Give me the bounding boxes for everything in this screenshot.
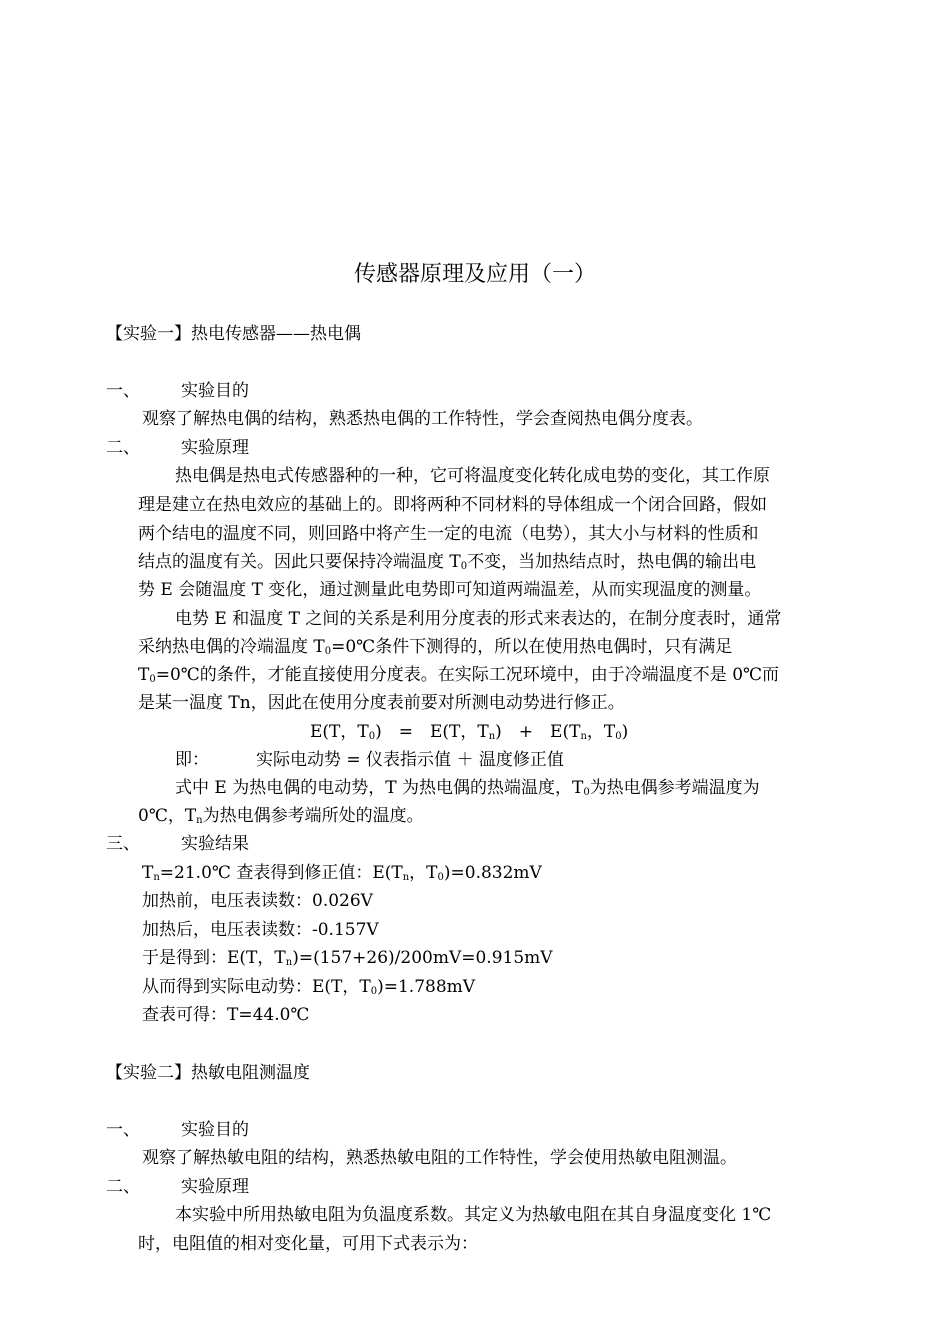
section-number: 一、 bbox=[106, 1120, 140, 1140]
exp1-p1-line5: 势 E 会随温度 T 变化，通过测量此电势即可知道两端温差，从而实现温度的测量。 bbox=[138, 580, 762, 600]
exp1-p1-line2: 理是建立在热电效应的基础上的。即将两种不同材料的导体组成一个闭合回路，假如 bbox=[138, 495, 767, 515]
section-title: 实验原理 bbox=[181, 1177, 249, 1197]
section-title: 实验原理 bbox=[181, 438, 249, 458]
section-title: 实验目的 bbox=[181, 381, 249, 401]
exp2-section1-header bbox=[0, 1116, 950, 1144]
section-number: 二、 bbox=[106, 1177, 140, 1197]
section-number: 二、 bbox=[106, 438, 140, 458]
exp1-p2-line3: $T_0=0℃$的条件，才能直接使用分度表。在实际工况环境中，由于冷端温度不是 0℃而 bbox=[138, 665, 780, 685]
exp1-formula: E(T，$T_0$) = E(T，$T_n$) + $E(T_n$，$T_0$) bbox=[310, 722, 629, 742]
exp1-heading: 【实验一】热电传感器——热电偶 bbox=[106, 324, 361, 344]
exp1-p2-line4: 是某一温度 Tn，因此在使用分度表前要对所测电动势进行修正。 bbox=[138, 693, 625, 713]
section-title: 实验目的 bbox=[181, 1120, 249, 1140]
exp1-purpose: 观察了解热电偶的结构，熟悉热电偶的工作特性，学会查阅热电偶分度表。 bbox=[142, 409, 703, 429]
exp1-ie-text: 实际电动势 = 仪表指示值 ＋ 温度修正值 bbox=[256, 750, 564, 770]
exp2-p1-line2: 时，电阻值的相对变化量，可用下式表示为： bbox=[138, 1234, 478, 1254]
page-title: 传感器原理及应用（一） bbox=[353, 262, 596, 287]
exp1-result-2: 加热前，电压表读数：0.026V bbox=[142, 891, 373, 911]
exp1-result-1: $T_n=21.0℃$ 查表得到修正值：$E(T_n$，$T_0)=0.832mV$ bbox=[142, 863, 542, 883]
exp1-result-6: 查表可得：T=44.0℃ bbox=[142, 1005, 310, 1025]
section-title: 实验结果 bbox=[181, 834, 249, 854]
exp1-p2-line1: 电势 E 和温度 T 之间的关系是利用分度表的形式来表达的，在制分度表时，通常 bbox=[175, 609, 782, 629]
exp2-p1-line1: 本实验中所用热敏电阻为负温度系数。其定义为热敏电阻在其自身温度变化 1℃ bbox=[175, 1205, 772, 1225]
exp1-result-5: 从而得到实际电动势：E(T，$T_0)=1.788mV$ bbox=[142, 977, 476, 997]
exp1-p3-line1: 式中 E 为热电偶的电动势，T 为热电偶的热端温度，$T_0$为热电偶参考端温度为 bbox=[175, 778, 760, 798]
exp1-ie-label: 即： bbox=[175, 750, 209, 770]
exp2-section2-header bbox=[0, 1173, 950, 1201]
exp2-heading: 【实验二】热敏电阻测温度 bbox=[106, 1063, 310, 1083]
exp1-result-4: 于是得到：E(T，$T_n)=(157+26)/200mV=0.915mV$ bbox=[142, 948, 553, 968]
exp2-purpose: 观察了解热敏电阻的结构，熟悉热敏电阻的工作特性，学会使用热敏电阻测温。 bbox=[142, 1148, 737, 1168]
section-number: 三、 bbox=[106, 834, 140, 854]
exp1-p1-line4: 结点的温度有关。因此只要保持冷端温度 $T_0$不变，当加热结点时，热电偶的输出电 bbox=[138, 552, 757, 572]
exp1-p2-line2: 采纳热电偶的冷端温度 $T_0=0℃$条件下测得的，所以在使用热电偶时，只有满足 bbox=[138, 637, 733, 657]
exp1-p1-line1: 热电偶是热电式传感器种的一种，它可将温度变化转化成电势的变化，其工作原 bbox=[175, 466, 770, 486]
exp1-p3-line2: 0℃，$T_n$为热电偶参考端所处的温度。 bbox=[138, 806, 424, 826]
exp1-section2-header bbox=[0, 434, 950, 462]
exp1-p1-line3: 两个结电的温度不同，则回路中将产生一定的电流（电势），其大小与材料的性质和 bbox=[138, 524, 759, 544]
section-number: 一、 bbox=[106, 381, 140, 401]
exp1-result-3: 加热后，电压表读数：-0.157V bbox=[142, 920, 379, 940]
exp1-section1-header bbox=[0, 377, 950, 405]
exp1-section3-header bbox=[0, 830, 950, 858]
